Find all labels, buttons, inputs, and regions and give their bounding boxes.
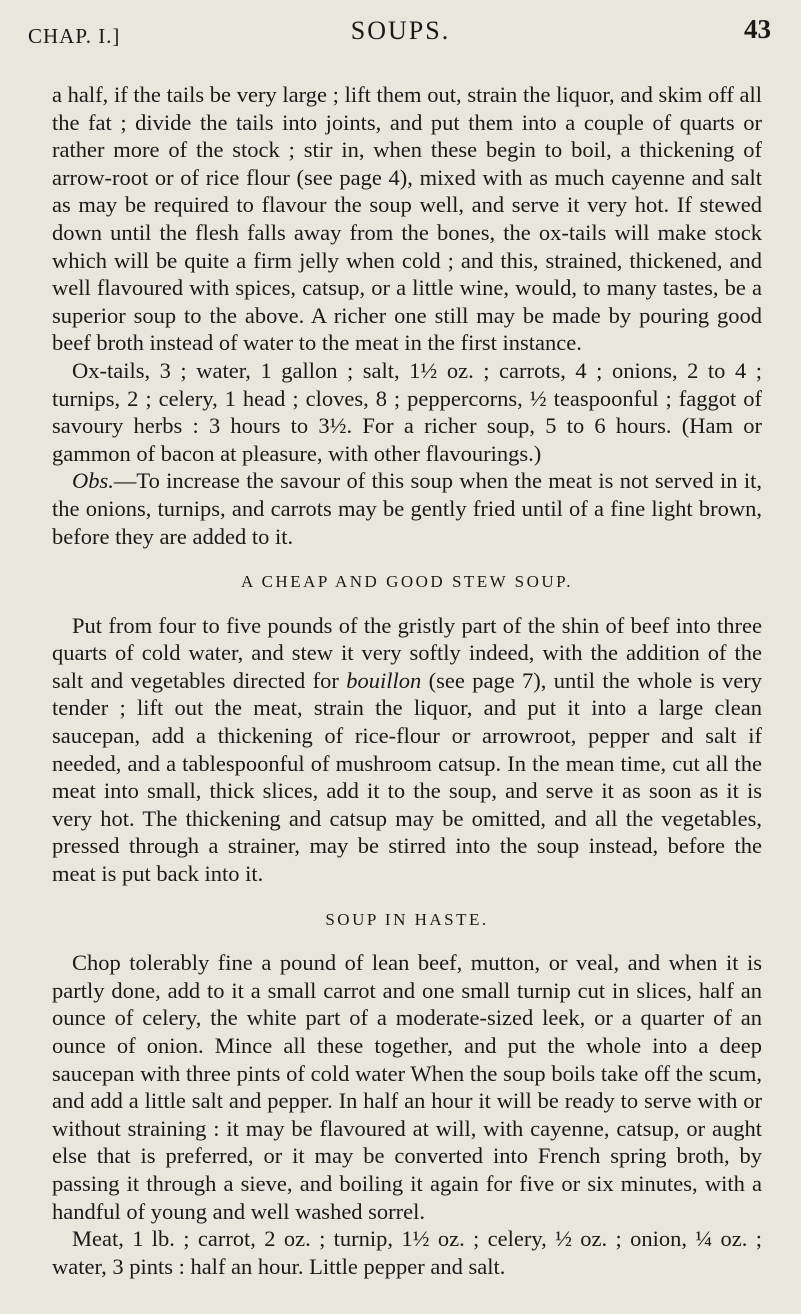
stew-text-part2: (see page 7), until the whole is very tender ; lift out the meat, strain the liquor, and put it into a large clean saucepan, add a thickening of rice-flour or arrowroot, pepper and salt if needed, and a tablespoonful of mushroom catsup. In the mean time, cut all the meat into small, thick slices, add it to the soup, and serve it as soon as it is very hot. The thickening and catsup may be omitted, and all the vegetables, pressed through a strainer, may be stirred into the soup instead, before the meat is put back into it. — [52, 667, 762, 887]
stew-text-italic: bouillon — [346, 667, 422, 693]
obs-label: Obs. — [72, 468, 114, 494]
soup-in-haste-paragraph: Chop tolerably fine a pound of lean beef, mutton, or veal, and when it is partly done, add to it a small carrot and one small turnip cut in slices, half an ounce of celery, the white part of a moderate-sized leek, or a quarter of an ounce of onion. Mince all these together, and put the whole into a deep saucepan with three pints of cold water When the soup boils take off the scum, and add a little salt and pepper. In half an hour it will be ready to serve with or without straining : it may be flavoured at will, with cayenne, catsup, or aught else that is preferred, or it may be converted into French spring broth, by passing it through a sieve, and boiling it again for five or six minutes, with a handful of young and well washed sorrel. — [52, 950, 762, 1224]
running-header — [0, 14, 801, 54]
page-number: 43 — [744, 14, 771, 44]
stew-soup-paragraph — [52, 612, 762, 888]
soup-in-haste-ingredients: Meat, 1 lb. ; carrot, 2 oz. ; turnip, 1½ oz. ; celery, ½ oz. ; onion, ¼ oz. ; water, 3 pints : half an hour. Little pepper and salt. — [52, 1226, 762, 1279]
soup-in-haste-heading: SOUP IN HASTE. — [325, 909, 489, 929]
obs-text: —To increase the savour of this soup when the meat is not served in it, the onions, turnips, and carrots may be gently fried until of a fine light brown, before they are added to it. — [52, 468, 762, 549]
running-title: SOUPS. — [350, 16, 451, 45]
stew-text-part1: Put from four to five pounds of the gristly part of the shin of beef into three quarts of cold water, and stew it very softly indeed, with the addition of the salt and vegetables directed for — [52, 612, 762, 693]
oxtail-continuation-paragraph: a half, if the tails be very large ; lift them out, strain the liquor, and skim off all the fat ; divide the tails into joints, and put them into a couple of quarts or rather more of the stock ; stir in, when these begin to boil, a thickening of arrow-root or of rice flour (see page 4), mixed with as much cayenne and salt as may be required to flavour the soup well, and serve it very hot. If stewed down until the flesh falls away from the bones, the ox-tails will make stock which will be quite a firm jelly when cold ; and this, strained, thickened, and well flavoured with spices, catsup, or a little wine, would, to many tastes, be a superior soup to the above. A richer one still may be made by pouring good beef broth instead of water to the meat in the first instance. — [52, 82, 762, 356]
chapter-label: CHAP. I.] — [28, 24, 121, 48]
stew-soup-heading: A CHEAP AND GOOD STEW SOUP. — [241, 572, 573, 592]
page-body — [52, 81, 762, 1280]
oxtail-observation — [52, 467, 762, 550]
oxtail-ingredients: Ox-tails, 3 ; water, 1 gallon ; salt, 1½ oz. ; carrots, 4 ; onions, 2 to 4 ; turnips, 2 ; celery, 1 head ; cloves, 8 ; peppercorns, ½ teaspoonful ; faggot of savoury herbs : 3 hours to 3½. For a richer soup, 5 to 6 hours. (Ham or gammon of bacon at pleasure, with other flavourings.) — [52, 357, 762, 466]
